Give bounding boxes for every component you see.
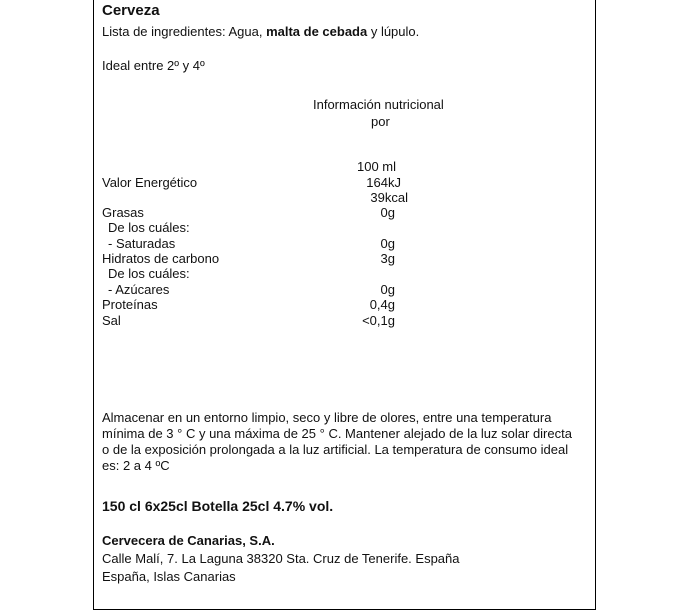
- company-region: España, Islas Canarias: [102, 569, 236, 584]
- ingredients-prefix: Lista de ingredientes: Agua,: [102, 24, 267, 39]
- row-label-protein: Proteínas: [102, 297, 158, 312]
- ingredients-allergen: malta de cebada: [266, 24, 368, 39]
- nutrition-header-line1: Información nutricional: [313, 97, 444, 112]
- row-label-fat: Grasas: [102, 205, 144, 220]
- storage-line-3: o de la exposición prolongada a la luz artificial. La temperatura de consumo ideal: [102, 442, 569, 457]
- row-value-energy-kj: 164kJ: [366, 175, 401, 190]
- storage-line-1: Almacenar en un entorno limpio, seco y libre de olores, entre una temperatura: [102, 410, 552, 425]
- ingredients-line: [102, 24, 419, 40]
- row-value-sugars: 0g: [380, 282, 395, 297]
- nutrition-unit: 100 ml: [357, 159, 397, 174]
- row-label-saturated: - Saturadas: [108, 236, 176, 251]
- storage-instructions: [102, 410, 582, 474]
- company-address: Calle Malí, 7. La Laguna 38320 Sta. Cruz de Tenerife. España: [102, 551, 460, 566]
- row-label-fat-of-which: De los cuáles:: [108, 220, 190, 235]
- row-value-saturated: 0g: [380, 236, 395, 251]
- row-value-salt: <0,1g: [362, 313, 395, 328]
- row-value-fat: 0g: [380, 205, 395, 220]
- row-label-carbs: Hidratos de carbono: [102, 251, 220, 266]
- company-name: Cervecera de Canarias, S.A.: [102, 533, 275, 548]
- row-value-energy-kcal: 39kcal: [370, 190, 408, 205]
- storage-line-4: es: 2 a 4 ºC: [102, 458, 170, 473]
- row-label-carbs-of-which: De los cuáles:: [108, 266, 190, 281]
- package-format: 150 cl 6x25cl Botella 25cl 4.7% vol.: [102, 498, 334, 514]
- serving-temperature: Ideal entre 2º y 4º: [102, 58, 205, 73]
- row-label-salt: Sal: [102, 313, 121, 328]
- storage-line-2: mínima de 3 ° C y una máxima de 25 ° C. Mantener alejado de la luz solar directa: [102, 426, 572, 441]
- ingredients-suffix: y lúpulo.: [367, 24, 420, 39]
- row-value-carbs: 3g: [380, 251, 395, 266]
- row-label-sugars: - Azúcares: [108, 282, 170, 297]
- nutrition-header-line2: por: [371, 114, 390, 129]
- product-title: Cerveza: [102, 2, 160, 19]
- row-label-energy: Valor Energético: [102, 175, 198, 190]
- row-value-protein: 0,4g: [369, 297, 395, 312]
